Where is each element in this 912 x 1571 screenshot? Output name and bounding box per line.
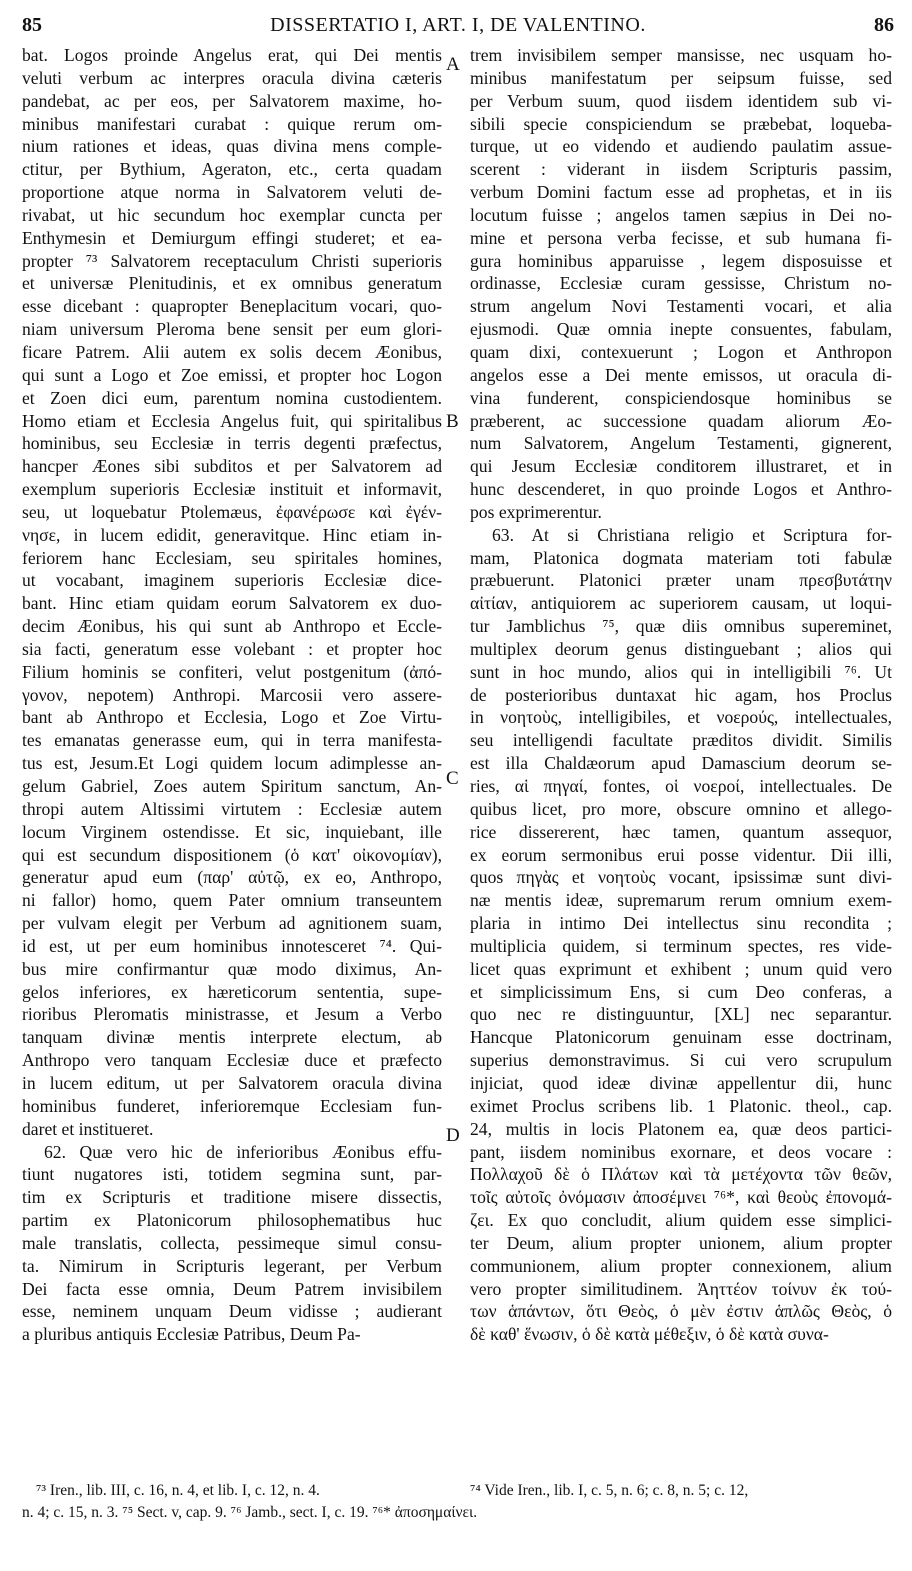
left-column-line: thropi autem Altissimi virtutem : Ecclesiæ autem	[22, 798, 442, 819]
right-column-line: Πολλαχοῦ δὲ ὁ Πλάτων καὶ τὰ μετέχοντα τῶν θεῶν,	[470, 1164, 892, 1185]
left-column-line: Enthymesin et Demiurgum effingi studeret; et ea-	[22, 227, 442, 248]
right-column-line: per Verbum suum, quod iisdem identidem sub vi-	[470, 90, 892, 111]
left-column-line: gelum Gabriel, Zoes autem Spiritum sanctum, An-	[22, 776, 442, 796]
left-column-line: exemplum superioris Ecclesiæ instituit et informavit,	[22, 479, 442, 500]
right-column-line: vero propter similitudinem. Ἀηττέον τοίνυν ἐκ τού-	[470, 1278, 892, 1299]
right-column-line: quo nec re distinguuntur, [XL] nec separantur.	[470, 1004, 892, 1025]
left-column-line: qui sunt a Logo et Zoe emissi, et propter hoc Logon	[22, 364, 442, 385]
right-column-line: rice dissererent, hæc tamen, quantum assequor,	[470, 821, 892, 842]
left-column-line: per vulvam elegit per Verbum ad agnitionem suam,	[22, 913, 442, 934]
right-column-line: præbuerunt. Platonici præter unam πρεσβυτάτην	[470, 570, 892, 591]
left-column-line: tus est, Jesum.Et Logi quidem locum adimplesse an-	[22, 753, 442, 774]
right-text-column	[470, 44, 892, 1346]
left-column-line: niam universum Pleroma bene sensit per eum glori-	[22, 319, 442, 340]
page-number-right: 86	[874, 14, 894, 36]
right-column-line: ex eorum sermonibus erui posse videntur. Dii illi,	[470, 844, 892, 865]
left-column-line: bat. Logos proinde Angelus erat, qui Dei mentis	[22, 45, 442, 65]
footnote-73: ⁷³ Iren., lib. III, c. 16, n. 4, et lib. I, c. 12, n. 4.	[36, 1482, 320, 1499]
left-column-line: decim Æonibus, his qui sunt ab Anthropo et Eccle-	[22, 616, 442, 637]
right-column-line: eximet Proclus scribens lib. 1 Platonic. theol., cap.	[470, 1095, 892, 1116]
right-column-line: tur Jamblichus ⁷⁵, quæ diis omnibus supereminet,	[470, 616, 892, 637]
right-column-line: strum angelum Novi Testamenti vocari, et alia	[470, 296, 892, 317]
right-column-line: næ mentis ideæ, supremarum rerum omnium exem-	[470, 890, 892, 911]
right-column-line: superius demonstravimus. Si cui vero scrupulum	[470, 1050, 892, 1071]
running-head-title: DISSERTATIO I, ART. I, DE VALENTINO.	[270, 14, 646, 36]
right-column-line: et simplicissimum Ens, si cum Deo conferas, a	[470, 981, 892, 1002]
left-column-line: Dei facta esse omnia, Deum Patrem invisibilem	[22, 1278, 442, 1299]
margin-letter-b: B	[446, 411, 459, 432]
left-column-line: id est, ut per eum hominibus innotesceret ⁷⁴. Qui-	[22, 935, 442, 956]
right-column-line: vina funderent, conspiciendosque hominibus se	[470, 387, 892, 408]
left-column-line: Anthropo vero tanquam Ecclesiæ duce et præfecto	[22, 1050, 442, 1071]
right-column-line: scerent : viderant in iisdem Scripturis passim,	[470, 159, 892, 180]
footnote-74: ⁷⁴ Vide Iren., lib. I, c. 5, n. 6; c. 8, n. 5; c. 12,	[470, 1482, 749, 1499]
left-column-line: tim ex Scripturis et traditione misere dissectis,	[22, 1187, 442, 1208]
left-column-line: bant ab Anthropo et Ecclesia, Logo et Zoe Virtu-	[22, 707, 442, 728]
margin-letter-a: A	[446, 54, 460, 75]
page-number-left: 85	[22, 14, 42, 36]
left-column-line: nium rationes et ideas, quas divina mens comple-	[22, 136, 442, 157]
right-column-line: sibili specie conspiciendum se præbebat, loqueba-	[470, 113, 892, 134]
footnote-continuation: n. 4; c. 15, n. 3. ⁷⁵ Sect. v, cap. 9. ⁷⁶ Jamb., sect. I, c. 19. ⁷⁶* ἀποσημαίνει.	[22, 1504, 478, 1521]
right-column-line: pant, iisdem nominibus exornare, et deos vocare :	[470, 1141, 892, 1162]
right-column-line: minibus manifestatum per seipsum fuisse, sed	[470, 67, 892, 88]
right-column-line: τοῖς αὐτοῖς ὀνόμασιν ἀποσέμνει ⁷⁶*, καὶ θεοὺς ἐπονομά-	[470, 1187, 892, 1208]
right-column-line: multiplicia quidem, si terminum spectes, res vide-	[470, 935, 892, 956]
right-column-line: sunt in hoc mundo, alios qui in intelligibili ⁷⁶. Ut	[470, 661, 892, 682]
right-column-line: est illa Chaldæorum apud Damascium deorum se-	[470, 753, 892, 774]
left-column-line: proportione atque norma in Salvatorem veluti de-	[22, 182, 442, 203]
left-column-line: ut vocabant, imaginem superioris Ecclesiæ dice-	[22, 570, 442, 591]
left-column-line: et universæ Plenitudinis, et ex omnibus generatum	[22, 273, 442, 294]
left-column-line: rioribus Pleromatis ministrasse, et Jesum a Verbo	[22, 1004, 442, 1025]
left-column-line: minibus manifestari curabat : quique rerum om-	[22, 113, 442, 134]
right-column-line: trem invisibilem semper mansisse, nec usquam ho-	[470, 45, 892, 65]
right-column-line: Hancque Platonicorum genuinam esse doctrinam,	[470, 1027, 892, 1048]
right-column-line: injiciat, quod ideæ divinæ appellentur dii, hunc	[470, 1072, 892, 1093]
left-column-line: bant. Hinc etiam quidam eorum Salvatorem ex duo-	[22, 593, 442, 614]
right-column-line: 63. At si Christiana religio et Scriptura for-	[492, 524, 892, 545]
right-column-line: δὲ καθ' ἕνωσιν, ὁ δὲ κατὰ μέθεξιν, ὁ δὲ κατὰ συνα-	[470, 1324, 829, 1345]
right-column-line: ejusmodi. Quæ omnia inepte consuentes, fabulam,	[470, 319, 892, 340]
left-column-line: rivabat, ut hic secundum hoc exemplar cuncta per	[22, 204, 442, 225]
left-column-line: esse, neminem unquam Deum vidisse ; audierant	[22, 1301, 442, 1322]
left-column-line: daret et institueret.	[22, 1118, 154, 1139]
margin-letter-c: C	[446, 768, 459, 789]
left-column-line: locum Virginem ostendisse. Et sic, inquiebant, ille	[22, 821, 442, 842]
left-column-line: 62. Quæ vero hic de inferioribus Æonibus effu-	[44, 1141, 442, 1162]
left-column-line: propter ⁷³ Salvatorem receptaculum Christi superioris	[22, 250, 442, 271]
right-column-line: hunc descenderet, in quo proinde Logos et Anthro-	[470, 479, 892, 500]
running-header	[22, 14, 894, 40]
left-column-line: generatur apud eum (παρ' αὐτῷ, ex eo, Anthropo,	[22, 867, 442, 888]
right-column-line: ries, αἱ πηγαί, fontes, οἱ νοεροί, intellectuales. De	[470, 776, 892, 796]
right-column-line: seu intelligendi facultate præditos dividit. Similis	[470, 730, 892, 751]
left-column-line: partim ex Platonicorum philosophematibus huc	[22, 1210, 442, 1231]
left-column-line: male translatis, collecta, pessimeque simul consu-	[22, 1232, 442, 1253]
right-column-line: locutum fuisse ; angelos tamen sæpius in Dei no-	[470, 204, 892, 225]
right-column-line: 24, multis in locis Platonem ea, quæ deos partici-	[470, 1118, 892, 1139]
left-column-line: Homo etiam et Ecclesia Angelus fuit, qui spiritalibus	[22, 410, 442, 431]
right-column-line: angelos esse a Dei mente emissos, ut oracula di-	[470, 364, 892, 385]
right-column-line: licet quas exprimunt et exhibent ; unum quid vero	[470, 958, 892, 979]
right-column-line: num Salvatorem, Angelum Testamenti, gignerent,	[470, 433, 892, 454]
right-column-line: de posterioribus duntaxat hic agam, hos Proclus	[470, 684, 892, 705]
left-column-line: bus mire confirmantur quæ modo diximus, An-	[22, 958, 442, 979]
right-column-line: quibus licet, pro more, obscure omnino et allego-	[470, 798, 892, 819]
left-column-line: ta. Nimirum in Scripturis legerant, per Verbum	[22, 1255, 442, 1276]
right-column-line: αἰτίαν, antiquiorem ac superiorem causam, ut loqui-	[470, 593, 892, 614]
right-column-line: pos exprimerentur.	[470, 501, 602, 522]
right-column-line: qui Jesum Ecclesiæ conditorem illustraret, et in	[470, 456, 892, 477]
right-column-line: ter Deum, alium propter unionem, alium propter	[470, 1232, 892, 1253]
right-column-line: quam dixi, contexuerunt ; Logon et Anthropon	[470, 341, 892, 362]
right-column-line: communionem, alium propter connexionem, alium	[470, 1255, 892, 1276]
right-column-line: plaria in intimo Dei intellectus sinu recondita ;	[470, 913, 892, 934]
right-column-line: in νοητοὺς, intelligibiles, et νοερούς, intellectuales,	[470, 707, 892, 728]
right-column-line: quos πηγὰς et νοητοὺς vocant, ipsissimæ sunt divi-	[470, 867, 892, 888]
left-column-line: veluti verbum ac interpres oracula divina cæteris	[22, 67, 442, 88]
left-column-line: feriorem hanc Ecclesiam, seu spiritales homines,	[22, 547, 442, 568]
left-column-line: qui est secundum dispositionem (ὁ κατ' οἰκονομίαν),	[22, 844, 442, 865]
right-column-line: mam, Platonica dogmata materiam toti fabulæ	[470, 547, 892, 568]
left-column-line: hominibus, seu Ecclesiæ in terris degenti præfectus,	[22, 433, 442, 454]
left-column-line: pandebat, ac per eos, per Salvatorem maxime, ho-	[22, 90, 442, 111]
left-column-line: ni fallor) homo, quem Pater omnium transeuntem	[22, 890, 442, 911]
left-column-line: et Zoen dici eum, parentum nomina custodientem.	[22, 387, 442, 408]
left-column-line: sia facti, generatum esse volebant : et propter hoc	[22, 638, 442, 659]
left-column-line: hominibus funderet, inferioremque Ecclesiam fun-	[22, 1095, 442, 1116]
left-column-line: tes emanatas generasse eum, qui in terra manifesta-	[22, 730, 442, 751]
left-column-line: esse dicebant : quapropter Beneplacitum vocari, quo-	[22, 296, 442, 317]
right-column-line: præberent, ac successione quadam aliorum Æo-	[470, 410, 892, 431]
left-column-line: seu, ut loquebatur Ptolemæus, ἐφανέρωσε καὶ ἐγέν-	[22, 501, 442, 522]
left-column-line: γονον, nepotem) Anthropi. Marcosii vero assere-	[22, 684, 442, 705]
right-column-line: mine et persona verba fecisse, et sub humana fi-	[470, 227, 892, 248]
right-column-line: multiplex deorum genus distinguebant ; alios qui	[470, 638, 892, 659]
left-text-column	[22, 44, 442, 1346]
right-column-line: ζει. Ex quo concludit, alium quidem esse simplici-	[470, 1210, 892, 1231]
margin-letter-d: D	[446, 1125, 460, 1146]
left-column-line: gelos inferiores, ex hæreticorum sententia, supe-	[22, 981, 442, 1002]
right-column-line: verbum Domini factum esse ad prophetas, et in iis	[470, 182, 892, 203]
left-column-line: tiunt nugatores isti, totidem segmina sunt, par-	[22, 1164, 442, 1185]
left-column-line: in lucem editum, ut per Salvatorem oracula divina	[22, 1072, 442, 1093]
left-column-line: ficare Patrem. Alii autem ex solis decem Æonibus,	[22, 341, 442, 362]
right-column-line: gura hominibus apparuisse , legem disposuisse et	[470, 250, 892, 271]
right-column-line: turque, ut eo videndo et audiendo paulatim assue-	[470, 136, 892, 157]
left-column-line: νησε, in lucem edidit, generavitque. Hinc etiam in-	[22, 524, 442, 545]
left-column-line: a pluribus antiquis Ecclesiæ Patribus, Deum Pa-	[22, 1324, 361, 1345]
left-column-line: ctitur, per Bythium, Ageraton, etc., certa quadam	[22, 159, 442, 180]
left-column-line: hancper Æones sibi subditos et per Salvatorem ad	[22, 456, 442, 477]
left-column-line: Filium hominis se confiteri, velut postgenitum (ἀπό-	[22, 661, 442, 682]
right-column-line: των ἁπάντων, ὅτι Θεὸς, ὁ μὲν ἐστιν ἁπλῶς Θεὸς, ὁ	[470, 1301, 892, 1322]
left-column-line: tanquam divinæ mentis interprete electum, ab	[22, 1027, 442, 1048]
right-column-line: ordinasse, Ecclesiæ curam gessisse, Christum no-	[470, 273, 892, 294]
